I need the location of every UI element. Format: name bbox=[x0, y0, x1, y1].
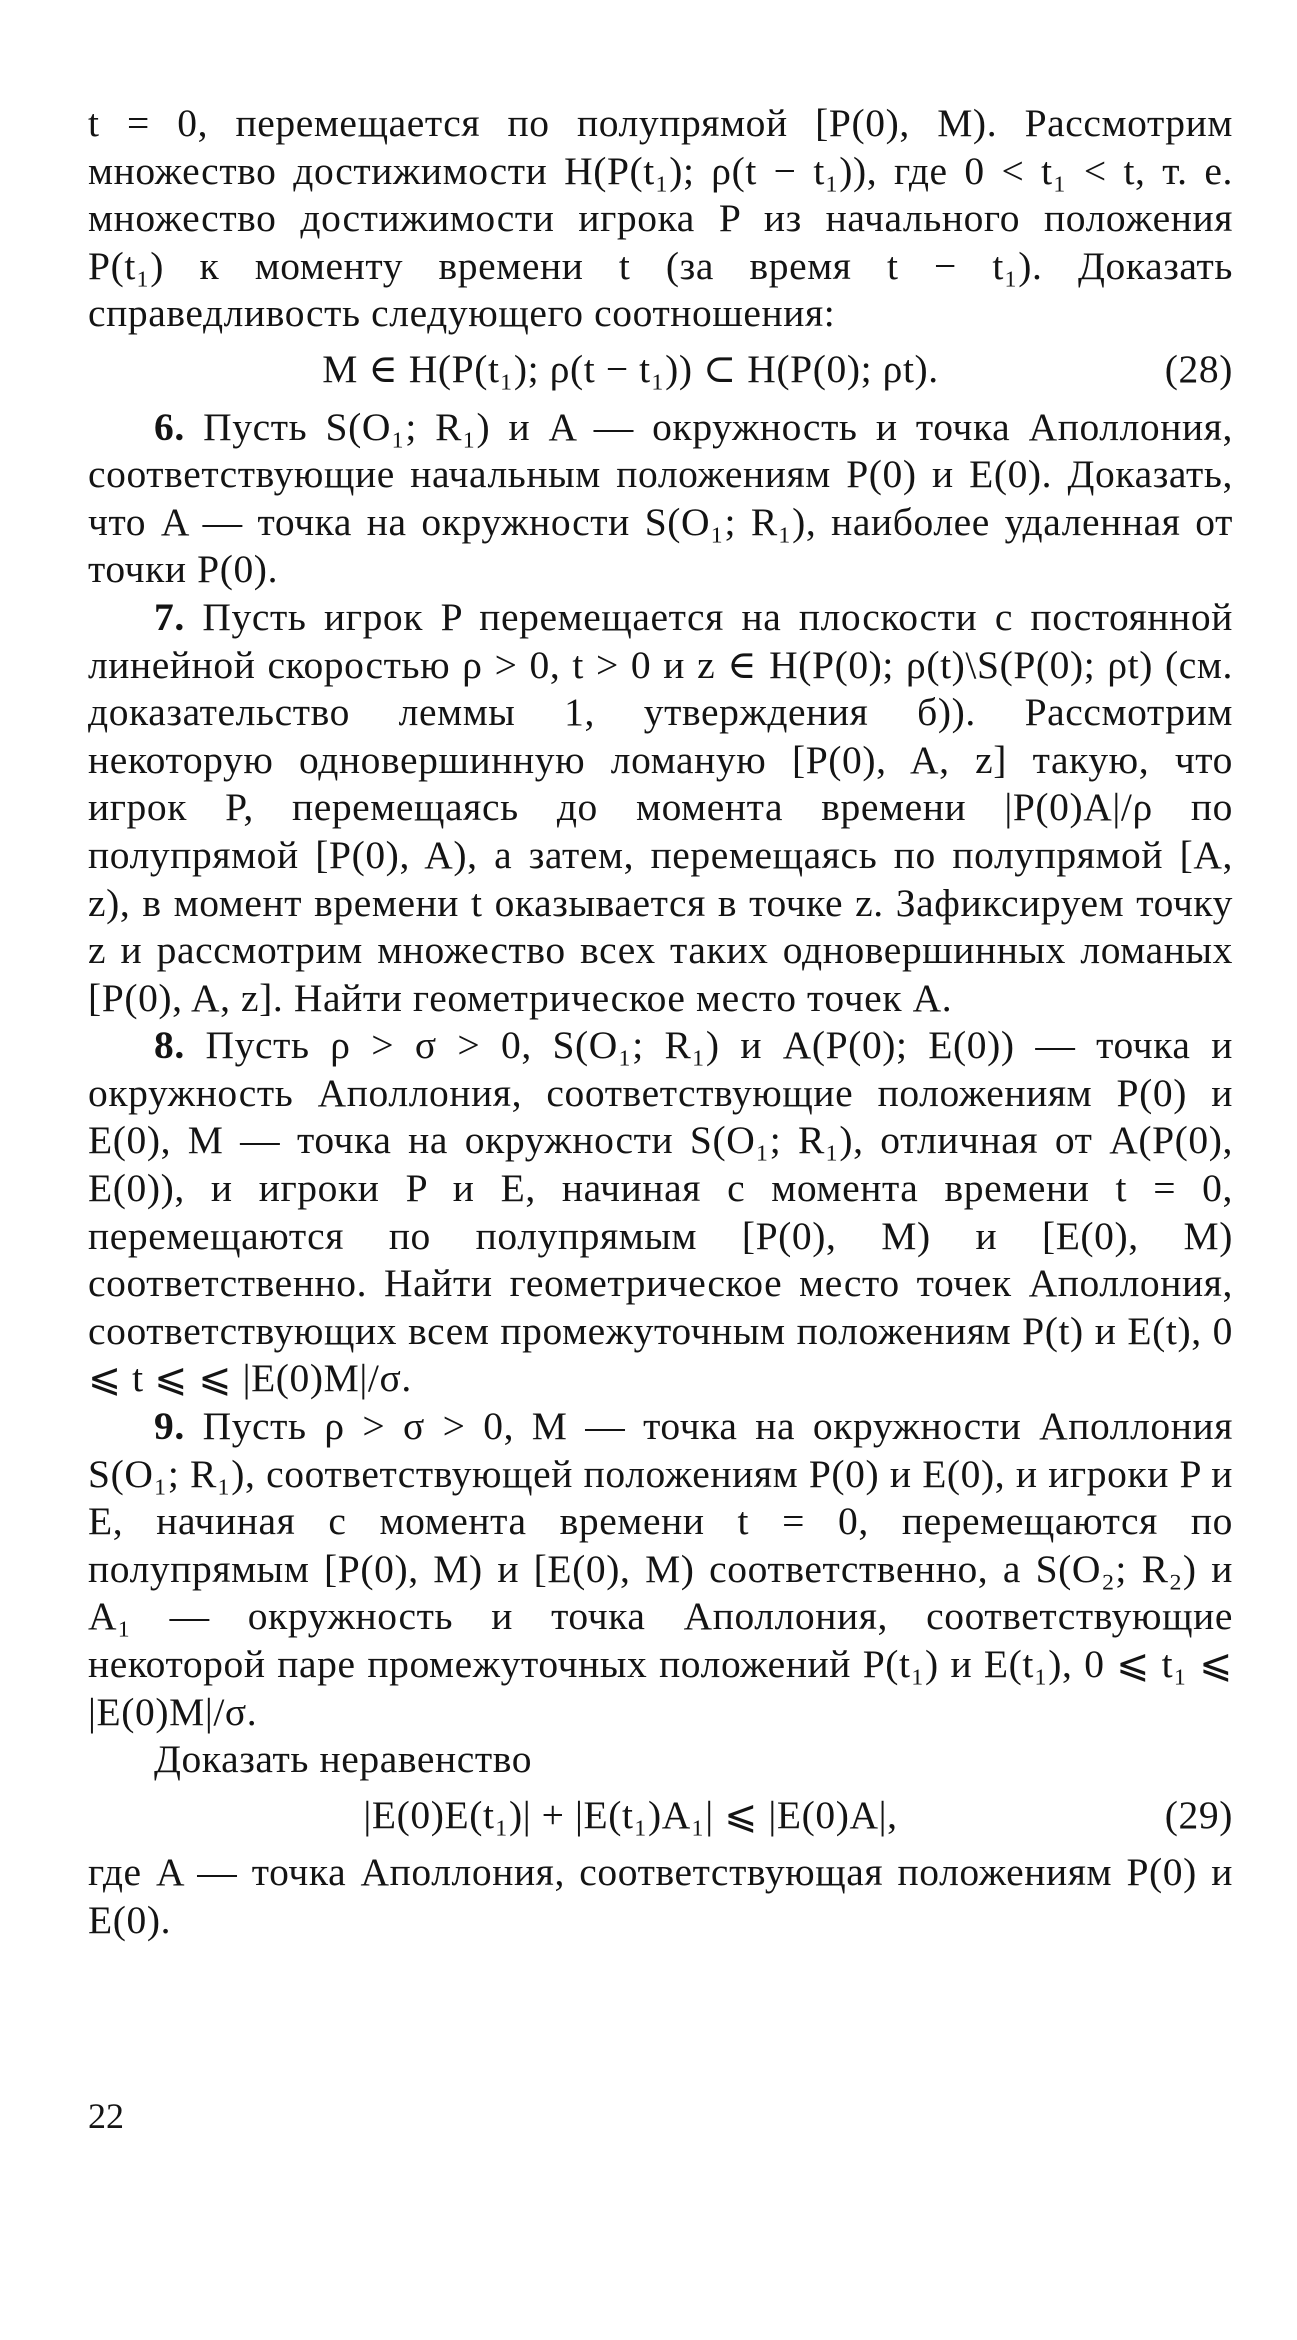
exercise-8-text: Пусть ρ > σ > 0, S(O₁; R₁) и A(P(0); E(0)) — точка и окружность Аполлония, соответствующие положениям P(0) и E(0), M — точка на окружности S(O₁; R₁), отличная от A(P(0), E(0)), и игроки P и E, начиная с момента времени t = 0, перемещаются по полупрямым [P(0), M) и [E(0), M) соответственно. Найти геометрическое место точек Аполлония, соответствующих всем промежуточным положениям P(t) и E(t), 0 ⩽ t ⩽ ⩽ |E(0)M|/σ. bbox=[88, 1023, 1233, 1401]
exercise-7 bbox=[88, 594, 1233, 1022]
page-body bbox=[88, 100, 1233, 1945]
paragraph-closing: где A — точка Аполлония, соответствующая положениям P(0) и E(0). bbox=[88, 1850, 1233, 1942]
exercise-7-number: 7. bbox=[154, 594, 185, 639]
formula-28-number: (28) bbox=[1164, 346, 1233, 391]
formula-29-expr: |E(0)E(t₁)| + |E(t₁)A₁| ⩽ |E(0)A|, bbox=[363, 1792, 898, 1837]
exercise-6-number: 6. bbox=[154, 404, 185, 449]
formula-28 bbox=[88, 346, 1233, 394]
formula-29-number: (29) bbox=[1164, 1792, 1233, 1837]
exercise-9-text: Пусть ρ > σ > 0, M — точка на окружности Аполлония S(O₁; R₁), соответствующей положениям P(0) и E(0), и игроки P и E, начиная с момента времени t = 0, перемещаются по полупрямым [P(0), M) и [E(0), M) соответственно, а S(O₂; R₂) и A₁ — окружность и точка Аполлония, соответствующие некоторой паре промежуточных положений P(t₁) и E(t₁), 0 ⩽ t₁ ⩽ |E(0)M|/σ. bbox=[88, 1404, 1233, 1734]
exercise-9-number: 9. bbox=[154, 1404, 185, 1449]
exercise-6-text: Пусть S(O₁; R₁) и A — окружность и точка Аполлония, соответствующие начальным положениям P(0) и E(0). Доказать, что A — точка на окружности S(O₁; R₁), наиболее удаленная от точки P(0). bbox=[88, 404, 1233, 592]
prove-inequality: Доказать неравенство bbox=[154, 1737, 533, 1782]
formula-29 bbox=[88, 1792, 1233, 1840]
exercise-8-number: 8. bbox=[154, 1023, 185, 1068]
formula-28-expr: M ∈ H(P(t₁); ρ(t − t₁)) ⊂ H(P(0); ρt). bbox=[322, 346, 939, 391]
exercise-7-text: Пусть игрок P перемещается на плоскости с постоянной линейной скоростью ρ > 0, t > 0 и z ∈ H(P(0); ρ(t)\S(P(0); ρt) (см. доказательство леммы 1, утверждения б)). Рассмотрим некоторую одновершинную ломаную [P(0), A, z] такую, что игрок P, перемещаясь до момента времени |P(0)A|/ρ по полупрямой [P(0), A), а затем, перемещаясь по полупрямой [A, z), в момент времени t оказывается в точке z. Зафиксируем точку z и рассмотрим множество всех таких одновершинных ломаных [P(0), A, z]. Найти геометрическое место точек A. bbox=[88, 594, 1233, 1020]
page-number: 22 bbox=[88, 2096, 124, 2136]
exercise-8 bbox=[88, 1022, 1233, 1403]
paragraph-intro: t = 0, перемещается по полупрямой [P(0), M). Рассмотрим множество достижимости H(P(t₁); ρ(t − t₁)), где 0 < t₁ < t, т. е. множество достижимости игрока P из начального положения P(t₁) к моменту времени t (за время t − t₁). Доказать справедливость следующего соотношения: bbox=[88, 101, 1233, 336]
exercise-6 bbox=[88, 404, 1233, 594]
exercise-9 bbox=[88, 1403, 1233, 1736]
